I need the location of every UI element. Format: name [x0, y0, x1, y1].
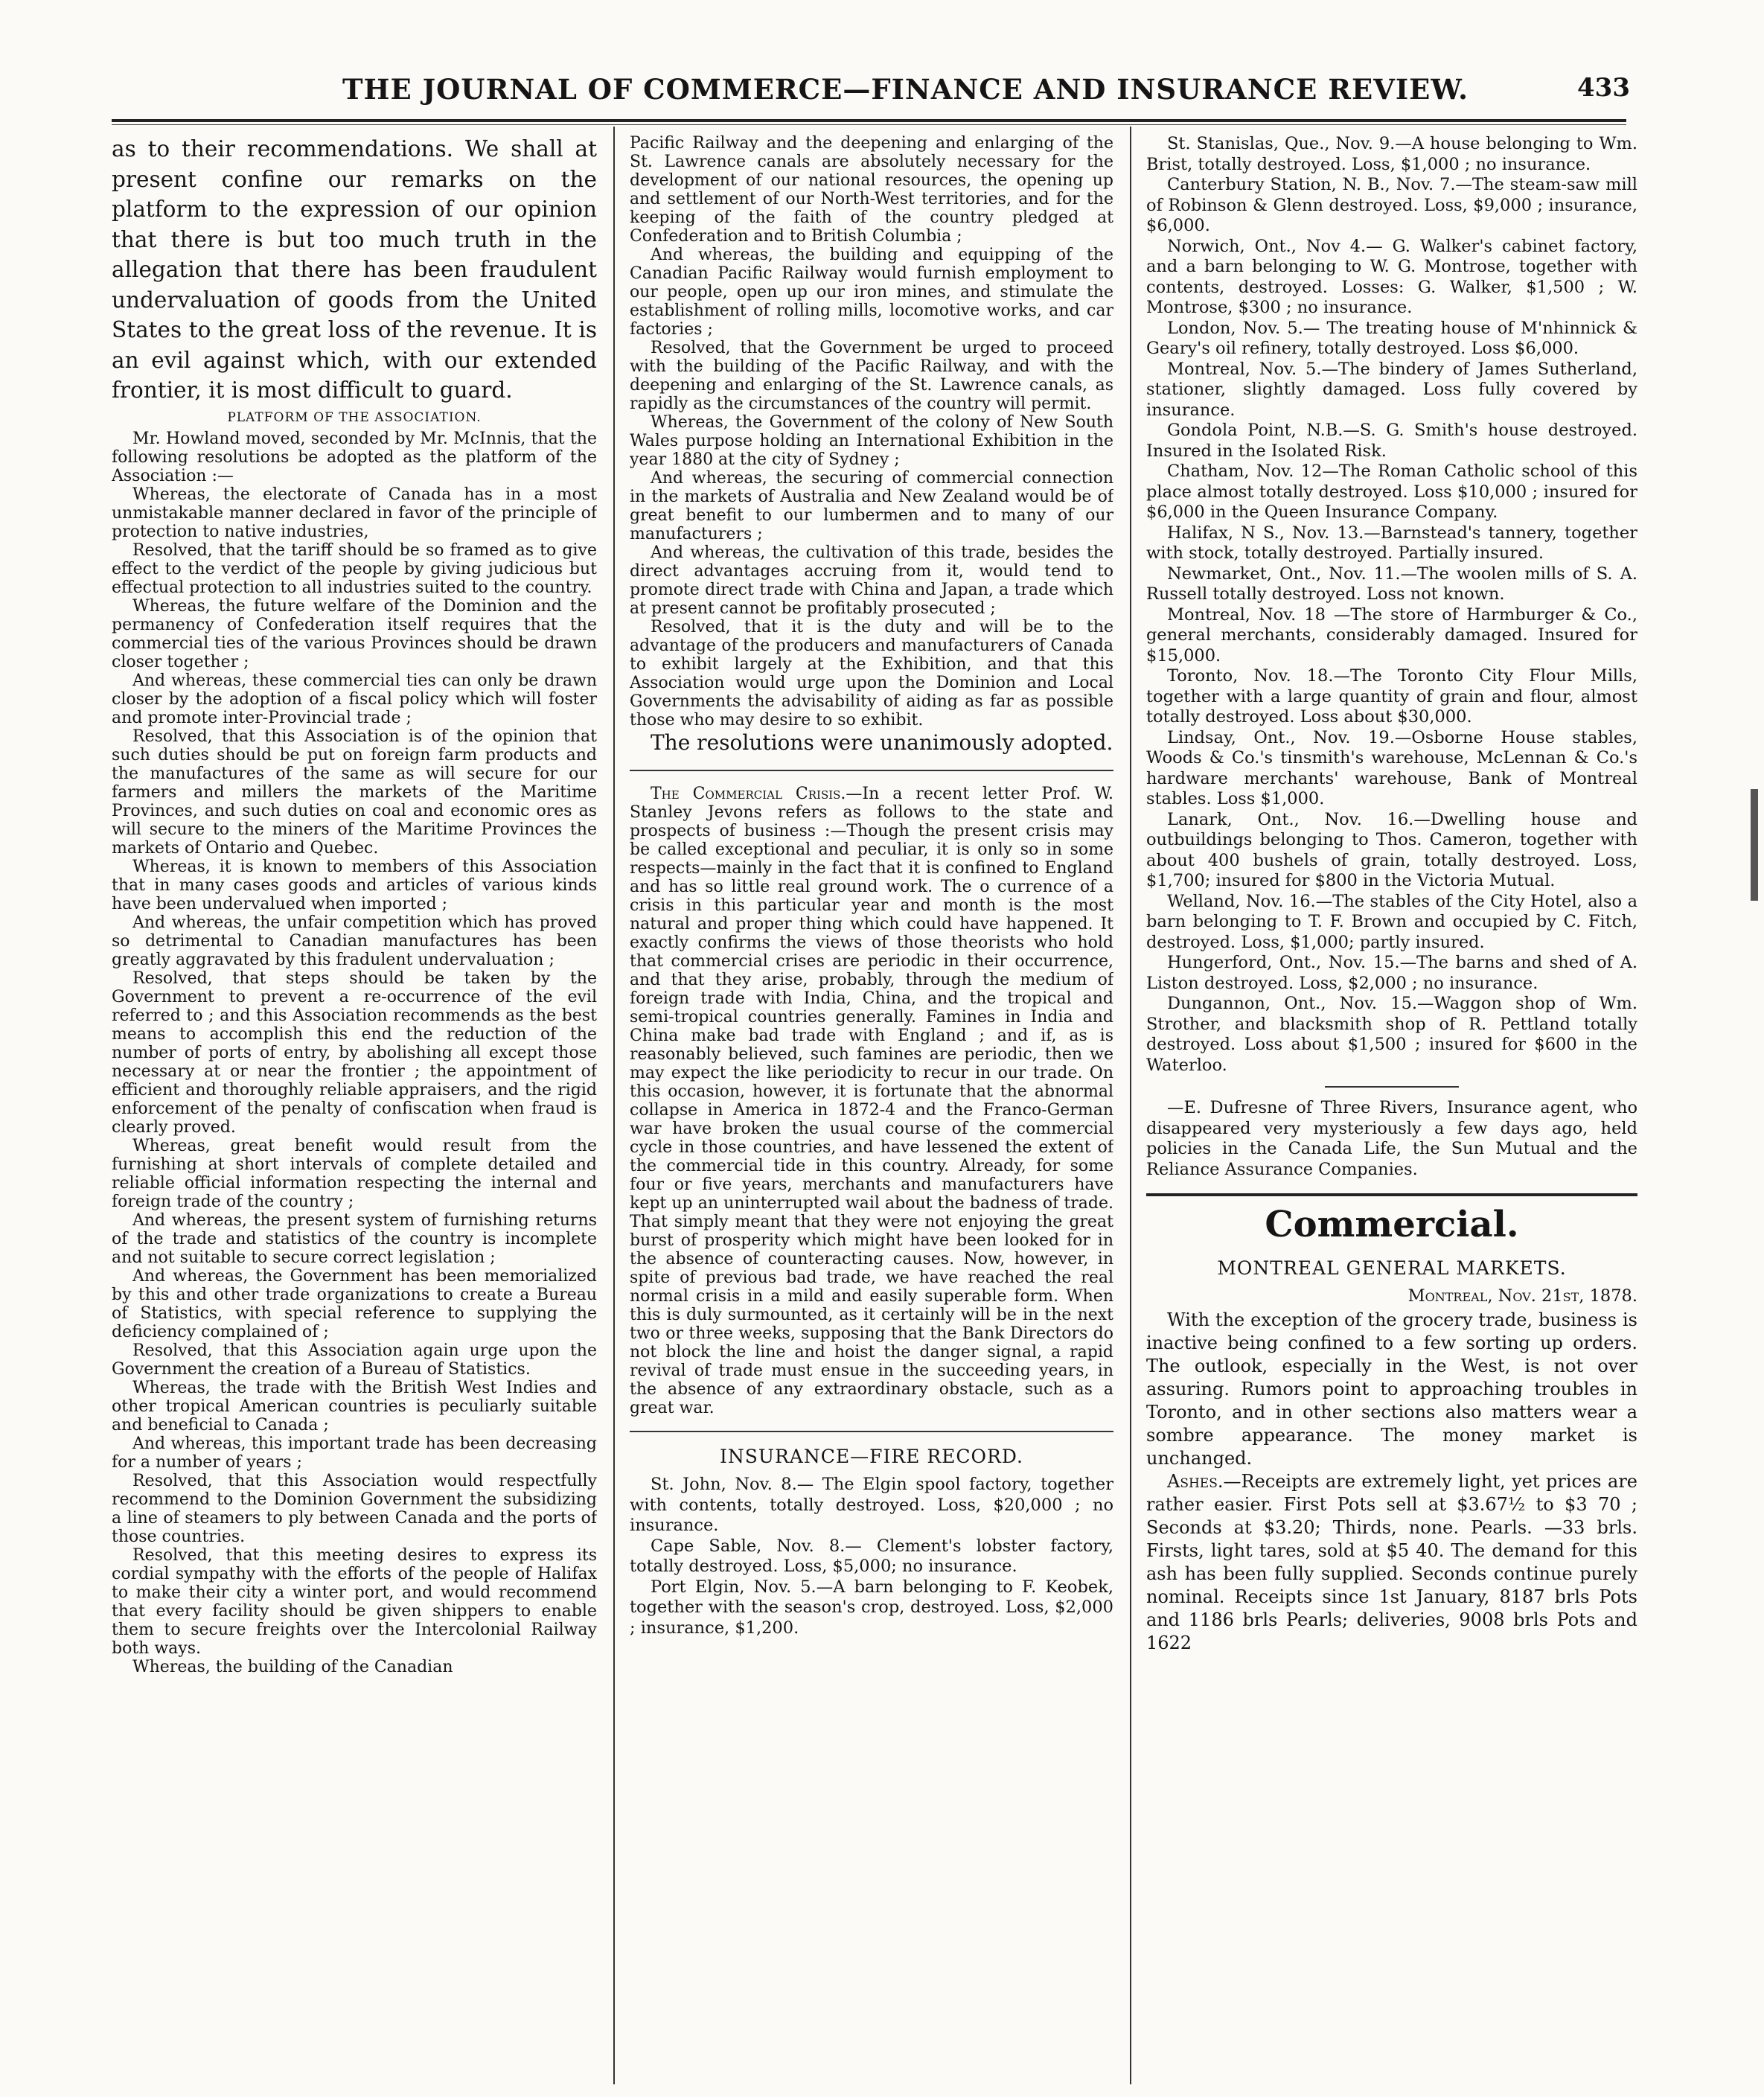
section-rule: [1146, 1193, 1637, 1196]
paragraph: Resolved, that this Association would respectfully recommend to the Dominion Government the subsidizing a line of steamers to ply between Canada and the ports of those countries.: [112, 1471, 597, 1546]
fire-item: Canterbury Station, N. B., Nov. 7.—The steam-saw mill of Robinson & Glenn destroyed. Loss, $9,000 ; insurance, $6,000.: [1146, 175, 1637, 235]
ashes-report: [1146, 1470, 1637, 1655]
paragraph: And whereas, the cultivation of this trade, besides the direct advantages accruing from it, would tend to promote direct trade with China and Japan, a trade which at present cannot be profitably prosecuted ;: [630, 543, 1113, 618]
fire-item: Lindsay, Ont., Nov. 19.—Osborne House stables, Woods & Co.'s tinsmith's warehouse, McLennan & Co.'s hardware merchants' warehouse, Bank of Montreal stables. Loss $1,000.: [1146, 727, 1637, 808]
fire-item: Chatham, Nov. 12—The Roman Catholic school of this place almost totally destroyed. Loss $10,000 ; insured for $6,000 in the Queen Insurance Company.: [1146, 462, 1637, 522]
paragraph: Mr. Howland moved, seconded by Mr. McInnis, that the following resolutions be adopted as the platform of the Association :—: [112, 429, 597, 485]
resolutions-continued: [630, 134, 1113, 730]
adopted-line: The resolutions were unanimously adopted.: [651, 730, 1113, 755]
divider: [1325, 1086, 1459, 1088]
paragraph: Resolved, that the Government be urged to proceed with the building of the Pacific Railway, and with the deepening and enlarging of the St. Lawrence canals, as rapidly as the circumstances of the country will permit.: [630, 339, 1113, 413]
fire-item: London, Nov. 5.— The treating house of M'nhinnick & Geary's oil refinery, totally destroyed. Loss $6,000.: [1146, 318, 1637, 358]
paragraph: Resolved, that it is the duty and will be to the advantage of the producers and manufacturers of Canada to exhibit largely at the Exhibition, and that this Association would urge upon the Dominion and Local Governments the advisability of aiding as far as possible those who may desire to so exhibit.: [630, 618, 1113, 730]
paragraph: And whereas, these commercial ties can only be drawn closer by the adoption of a fiscal policy which will foster and promote inter-Provincial trade ;: [112, 671, 597, 727]
fire-record-list: [630, 1475, 1113, 1638]
paragraph: And whereas, the unfair competition which has proved so detrimental to Canadian manufactures has been greatly aggravated by this fradulent undervaluation ;: [112, 913, 597, 969]
fire-item: Hungerford, Ont., Nov. 15.—The barns and shed of A. Liston destroyed. Loss, $2,000 ; no insurance.: [1146, 953, 1637, 993]
fire-item: Port Elgin, Nov. 5.—A barn belonging to F. Keobek, together with the season's crop, destroyed. Loss, $2,000 ; insurance, $1,200.: [630, 1577, 1113, 1638]
paragraph: Whereas, great benefit would result from the furnishing at short intervals of complete detailed and reliable official information respecting the internal and foreign trade of the country ;: [112, 1136, 597, 1211]
fire-item: Gondola Point, N.B.—S. G. Smith's house destroyed. Insured in the Isolated Risk.: [1146, 421, 1637, 461]
fire-item: Welland, Nov. 16.—The stables of the City Hotel, also a barn belonging to T. F. Brown and occupied by C. Fitch, destroyed. Loss, $1,000; partly insured.: [1146, 891, 1637, 952]
fire-item: St. John, Nov. 8.— The Elgin spool factory, together with contents, totally destroyed. Loss, $20,000 ; no insurance.: [630, 1475, 1113, 1535]
paragraph: Whereas, the electorate of Canada has in a most unmistakable manner declared in favor of the principle of protection to native industries,: [112, 485, 597, 541]
fire-item: Toronto, Nov. 18.—The Toronto City Flour Mills, together with a large quantity of grain and flour, almost totally destroyed. Loss about $30,000.: [1146, 666, 1637, 727]
paragraph: And whereas, the present system of furnishing returns of the trade and statistics of the country is incomplete and not suitable to secure correct legislation ;: [112, 1210, 597, 1267]
paragraph: Whereas, the future welfare of the Dominion and the permanency of Confederation itself requires that the commercial ties of the various Provinces should be drawn closer together ;: [112, 596, 597, 671]
divider: [630, 770, 1113, 771]
article-lead: The Commercial Crisis.: [651, 785, 846, 803]
paragraph: And whereas, this important trade has been decreasing for a number of years ;: [112, 1434, 597, 1472]
paragraph: And whereas, the securing of commercial connection in the markets of Australia and New Zealand would be of great benefit to our lumbermen and to many of our manufacturers ;: [630, 469, 1113, 543]
journal-title: THE JOURNAL OF COMMERCE—FINANCE AND INSURANCE REVIEW.: [342, 73, 1469, 106]
article-body: —In a recent letter Prof. W. Stanley Jevons refers as follows to the state and prospects of business :—Though the present crisis may be called exceptional and peculiar, it is only so in some respects—mainly in the fact that it is confined to England and has so little real ground work. The o currence of a crisis in this particular year and month is the most natural and proper thing which could have happened. It exactly confirms the views of those theorists who hold that commercial crises are periodic in their occurrence, and that they arise, probably, through the medium of foreign trade with India, China, and the tropical and semi-tropical countries generally. Famines in India and China make bad trade with England ; and if, as is reasonably believed, such famines are periodic, then we may expect the like periodicity to recur in our trade. On this occasion, however, it is fortunate that the abnormal collapse in America in 1872-4 and the Franco-German war have broken the usual course of the commercial cycle in those countries, and have lessened the extent of the commercial tide in this country. Already, for some four or five years, merchants and manufacturers have kept up an uninterrupted wail about the badness of trade. That simply meant that they were not enjoying the great burst of prosperity which might have been looked for in the absence of counteracting causes. Now, however, in spite of previous bad trade, we have reached the real normal crisis in a mild and easily superable form. When this is duly surmounted, as it certainly will be in the next two or three weeks, supposing that the Bank Directors do not block the line and hoist the danger signal, a rapid revival of trade must ensue in the succeeding years, in the absence of any extraordinary obstacle, such as a great war.: [630, 785, 1113, 1417]
ashes-body: —Receipts are extremely light, yet prices are rather easier. First Pots sell at $3.67½ to $3 70 ; Seconds at $3.20; Thirds, none. Pearls. —33 brls. Firsts, light tares, sold at $5 40. The demand for this ash has been fully supplied. Seconds continue purely nominal. Receipts since 1st January, 8187 brls Pots and 1186 brls Pearls; deliveries, 9008 brls Pots and 1622: [1146, 1471, 1637, 1653]
dateline: Montreal, Nov. 21st, 1878.: [1407, 1286, 1637, 1306]
paragraph: Whereas, the building of the Canadian: [132, 1657, 453, 1676]
page-header: [112, 73, 1630, 110]
paragraph: Whereas, the trade with the British West Indies and other tropical American countries is peculiarly suitable and beneficial to Canada ;: [112, 1378, 597, 1434]
column-1: [112, 134, 597, 2084]
fire-item: Cape Sable, Nov. 8.— Clement's lobster factory, totally destroyed. Loss, $5,000; no insurance.: [630, 1536, 1113, 1576]
fire-record-list-continued: [1146, 134, 1637, 1076]
margin-mark: [1751, 789, 1758, 901]
header-rule: [112, 119, 1626, 122]
paragraph: Whereas, the Government of the colony of New South Wales purpose holding an International Exhibition in the year 1880 at the city of Sydney ;: [630, 413, 1113, 469]
paragraph: Resolved, that steps should be taken by the Government to prevent a re-occurrence of the evil referred to ; and this Association recommends as the best means to accomplish this end the reduction of the number of ports of entry, by abolishing all except those necessary at or near the frontier ; the appointment of efficient and thoroughly reliable appraisers, and the rigid enforcement of the penalty of confiscation when fraud is clearly proved.: [112, 968, 597, 1137]
paragraph: Resolved, that this Association is of the opinion that such duties should be put on foreign farm products and the manufactures of the same as will secure for our farmers and millers the markets of the Maritime Provinces, and such duties on coal and economic ores as will secure to the miners of the Maritime Provinces the markets of Ontario and Quebec.: [112, 727, 597, 858]
page-number: 433: [1577, 73, 1630, 103]
ashes-lead: Ashes.: [1167, 1471, 1224, 1492]
paragraph: Resolved, that the tariff should be so framed as to give effect to the verdict of the people by giving judicious but effectual protection to all industries suited to the country.: [112, 540, 597, 597]
markets-intro: With the exception of the grocery trade, business is inactive being confined to a few sorting up orders. The outlook, especially in the West, is not over assuring. Rumors point to approaching troubles in Toronto, and in other sections also matters wear a sombre appearance. The money market is unchanged.: [1146, 1309, 1637, 1469]
markets-heading: MONTREAL GENERAL MARKETS.: [1217, 1257, 1567, 1279]
divider: [630, 1431, 1113, 1432]
paragraph: Resolved, that this Association again urge upon the Government the creation of a Bureau of Statistics.: [112, 1341, 597, 1379]
paragraph: Pacific Railway and the deepening and enlarging of the St. Lawrence canals are absolutely necessary for the development of our national resources, the opening up and settlement of our North-West territories, and for the keeping of the faith of the country pledged at Confederation and to British Columbia ;: [630, 134, 1113, 246]
paragraph: Whereas, it is known to members of this Association that in many cases goods and articles of various kinds have been undervalued when imported ;: [112, 857, 597, 913]
column-divider: [1130, 127, 1131, 2084]
dufresne-note: —E. Dufresne of Three Rivers, Insurance agent, who disappeared very mysteriously a few days ago, held policies in the Canada Life, the Sun Mutual and the Reliance Assurance Companies.: [1146, 1098, 1637, 1179]
commercial-crisis-article: [630, 785, 1113, 1417]
fire-record-heading: INSURANCE—FIRE RECORD.: [720, 1446, 1023, 1467]
article-intro: as to their recommendations. We shall at present confine our remarks on the platform to the expression of our opinion that there is but too much truth in the allegation that there has been fraudulent undervaluation of goods from the United States to the great loss of the revenue. It is an evil against which, with our extended frontier, it is most difficult to guard.: [112, 136, 597, 403]
section-subhead: PLATFORM OF THE ASSOCIATION.: [227, 409, 482, 425]
fire-item: Montreal, Nov. 5.—The bindery of James Sutherland, stationer, slightly damaged. Loss fully covered by insurance.: [1146, 359, 1637, 420]
fire-item: Montreal, Nov. 18 —The store of Harmburger & Co., general merchants, considerably damaged. Insured for $15,000.: [1146, 604, 1637, 666]
column-3: [1146, 134, 1637, 2084]
fire-item: Lanark, Ont., Nov. 16.—Dwelling house and outbuildings belonging to Thos. Cameron, together with about 400 bushels of grain, totally destroyed. Loss, $1,700; insured for $800 in the Victoria Mutual.: [1146, 809, 1637, 890]
paragraph: And whereas, the Government has been memorialized by this and other trade organizations to create a Bureau of Statistics, with special reference to supplying the deficiency complained of ;: [112, 1266, 597, 1341]
resolutions-list: [112, 430, 597, 1676]
fire-item: Halifax, N S., Nov. 13.—Barnstead's tannery, together with stock, totally destroyed. Partially insured.: [1146, 523, 1637, 563]
commercial-heading: Commercial.: [1265, 1204, 1519, 1245]
paragraph: And whereas, the building and equipping of the Canadian Pacific Railway would furnish employment to our people, open up our iron mines, and stimulate the establishment of rolling mills, locomotive works, and car factories ;: [630, 246, 1113, 339]
column-divider: [613, 127, 615, 2084]
fire-item: Newmarket, Ont., Nov. 11.—The woolen mills of S. A. Russell totally destroyed. Loss not known.: [1146, 564, 1637, 604]
header-rule-thin: [112, 124, 1626, 125]
fire-item: Norwich, Ont., Nov 4.— G. Walker's cabinet factory, and a barn belonging to W. G. Montrose, together with contents, destroyed. Losses: G. Walker, $1,500 ; W. Montrose, $300 ; no insurance.: [1146, 236, 1637, 317]
fire-item: St. Stanislas, Que., Nov. 9.—A house belonging to Wm. Brist, totally destroyed. Loss, $1,000 ; no insurance.: [1146, 134, 1637, 174]
paragraph: Resolved, that this meeting desires to express its cordial sympathy with the efforts of the people of Halifax to make their city a winter port, and would recommend that every facility should be given shippers to enable them to secure freights over the Intercolonial Railway both ways.: [112, 1545, 597, 1658]
column-2: [630, 134, 1113, 2084]
fire-item: Dungannon, Ont., Nov. 15.—Waggon shop of Wm. Strother, and blacksmith shop of R. Pettland totally destroyed. Loss about $1,500 ; insured for $600 in the Waterloo.: [1146, 994, 1637, 1075]
